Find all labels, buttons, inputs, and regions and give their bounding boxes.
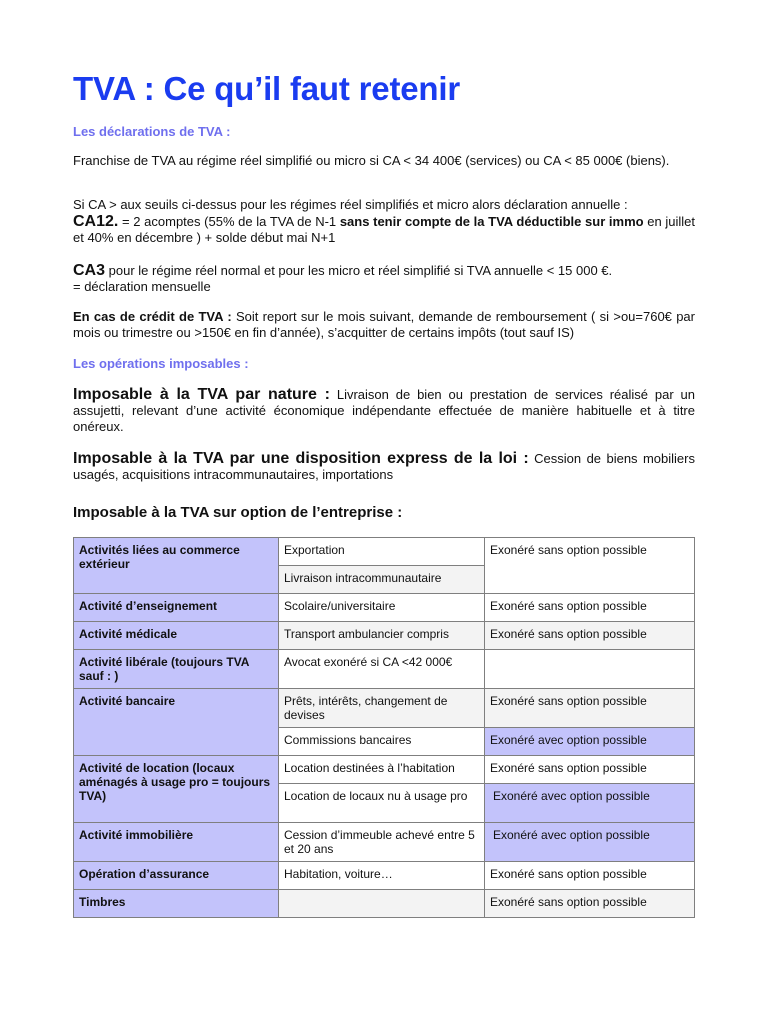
activity-cell: Opération d’assurance	[74, 862, 279, 890]
exemption-cell: Exonéré avec option possible	[485, 784, 695, 823]
operation-cell: Cession d’immeuble achevé entre 5 et 20 ans	[279, 823, 485, 862]
operation-cell: Prêts, intérêts, changement de devises	[279, 689, 485, 728]
paragraph-nature	[73, 387, 695, 435]
table-row	[74, 622, 695, 650]
exemption-cell: Exonéré sans option possible	[485, 594, 695, 622]
table-row	[74, 538, 695, 566]
ca3-text: pour le régime réel normal et pour les micro et réel simplifié si TVA annuelle < 15 000 €.	[105, 263, 613, 278]
table-row	[74, 594, 695, 622]
paragraph-ca3	[73, 263, 695, 279]
ca12-label: CA12.	[73, 213, 119, 230]
option-table	[73, 537, 695, 918]
paragraph-loi	[73, 451, 695, 483]
operation-cell: Avocat exonéré si CA <42 000€	[279, 650, 485, 689]
nature-text: Livraison de bien ou prestation de services réalisé par un assujetti, relevant d’une activité économique indépendante effectuée de manière habituelle et à titre onéreux.	[73, 387, 695, 434]
loi-label: Imposable à la TVA par une disposition express de la loi :	[73, 450, 529, 467]
loi-text: Cession de biens mobiliers usagés, acquisitions intracommunautaires, importations	[73, 451, 695, 482]
table-row	[74, 689, 695, 728]
ca12-text-a: = 2 acomptes (55% de la TVA de N-1	[118, 214, 340, 229]
activity-cell: Activité immobilière	[74, 823, 279, 862]
paragraph-ca3-line2: = déclaration mensuelle	[73, 279, 211, 294]
activity-cell: Activité de location (locaux aménagés à usage pro = toujours TVA)	[74, 756, 279, 823]
operation-cell	[279, 890, 485, 918]
exemption-cell: Exonéré sans option possible	[485, 756, 695, 784]
exemption-cell: Exonéré avec option possible	[485, 823, 695, 862]
operation-cell: Commissions bancaires	[279, 728, 485, 756]
activity-cell: Activité médicale	[74, 622, 279, 650]
exemption-cell: Exonéré avec option possible	[485, 728, 695, 756]
paragraph-ca12	[73, 214, 695, 246]
ca12-text-b: en juillet et 40% en décembre ) + solde début mai N+1	[73, 214, 696, 245]
exemption-cell: Exonéré sans option possible	[485, 538, 695, 594]
exemption-cell: Exonéré sans option possible	[485, 862, 695, 890]
activity-cell: Activité d’enseignement	[74, 594, 279, 622]
ca3-label: CA3	[73, 262, 106, 279]
table-row	[74, 823, 695, 862]
operation-cell: Location de locaux nu à usage pro	[279, 784, 485, 823]
operation-cell: Habitation, voiture…	[279, 862, 485, 890]
nature-label: Imposable à la TVA par nature :	[73, 386, 330, 403]
exemption-cell: Exonéré sans option possible	[485, 622, 695, 650]
exemption-cell	[485, 650, 695, 689]
operation-cell: Location destinées à l’habitation	[279, 756, 485, 784]
paragraph-franchise: Franchise de TVA au régime réel simplifié ou micro si CA < 34 400€ (services) ou CA < 85 000€ (biens).	[73, 153, 670, 168]
option-heading: Imposable à la TVA sur option de l’entreprise :	[73, 504, 403, 521]
page-title: TVA : Ce qu’il faut retenir	[73, 70, 460, 107]
operation-cell: Scolaire/universitaire	[279, 594, 485, 622]
table-row	[74, 650, 695, 689]
credit-text: Soit report sur le mois suivant, demande de remboursement ( si >ou=760€ par mois ou trimestre ou >150€ en fin d’année), s’acquitter de certains impôts (tout sauf IS)	[73, 309, 695, 340]
activity-cell: Activités liées au commerce extérieur	[74, 538, 279, 594]
operation-cell: Exportation	[279, 538, 485, 566]
ca12-bold: sans tenir compte de la TVA déductible sur immo	[339, 214, 644, 229]
activity-cell: Activité libérale (toujours TVA sauf : )	[74, 650, 279, 689]
operation-cell: Livraison intracommunautaire	[279, 566, 485, 594]
paragraph-credit	[73, 309, 695, 341]
table-row	[74, 756, 695, 784]
table-row	[74, 862, 695, 890]
activity-cell: Timbres	[74, 890, 279, 918]
exemption-cell: Exonéré sans option possible	[485, 890, 695, 918]
credit-label: En cas de crédit de TVA :	[73, 309, 232, 324]
paragraph-seuils: Si CA > aux seuils ci-dessus pour les régimes réel simplifiés et micro alors déclaration annuelle :	[73, 197, 628, 212]
section-heading-operations: Les opérations imposables :	[73, 356, 249, 371]
operation-cell: Transport ambulancier compris	[279, 622, 485, 650]
exemption-cell: Exonéré sans option possible	[485, 689, 695, 728]
section-heading-declarations: Les déclarations de TVA :	[73, 124, 231, 139]
table-row	[74, 890, 695, 918]
activity-cell: Activité bancaire	[74, 689, 279, 756]
